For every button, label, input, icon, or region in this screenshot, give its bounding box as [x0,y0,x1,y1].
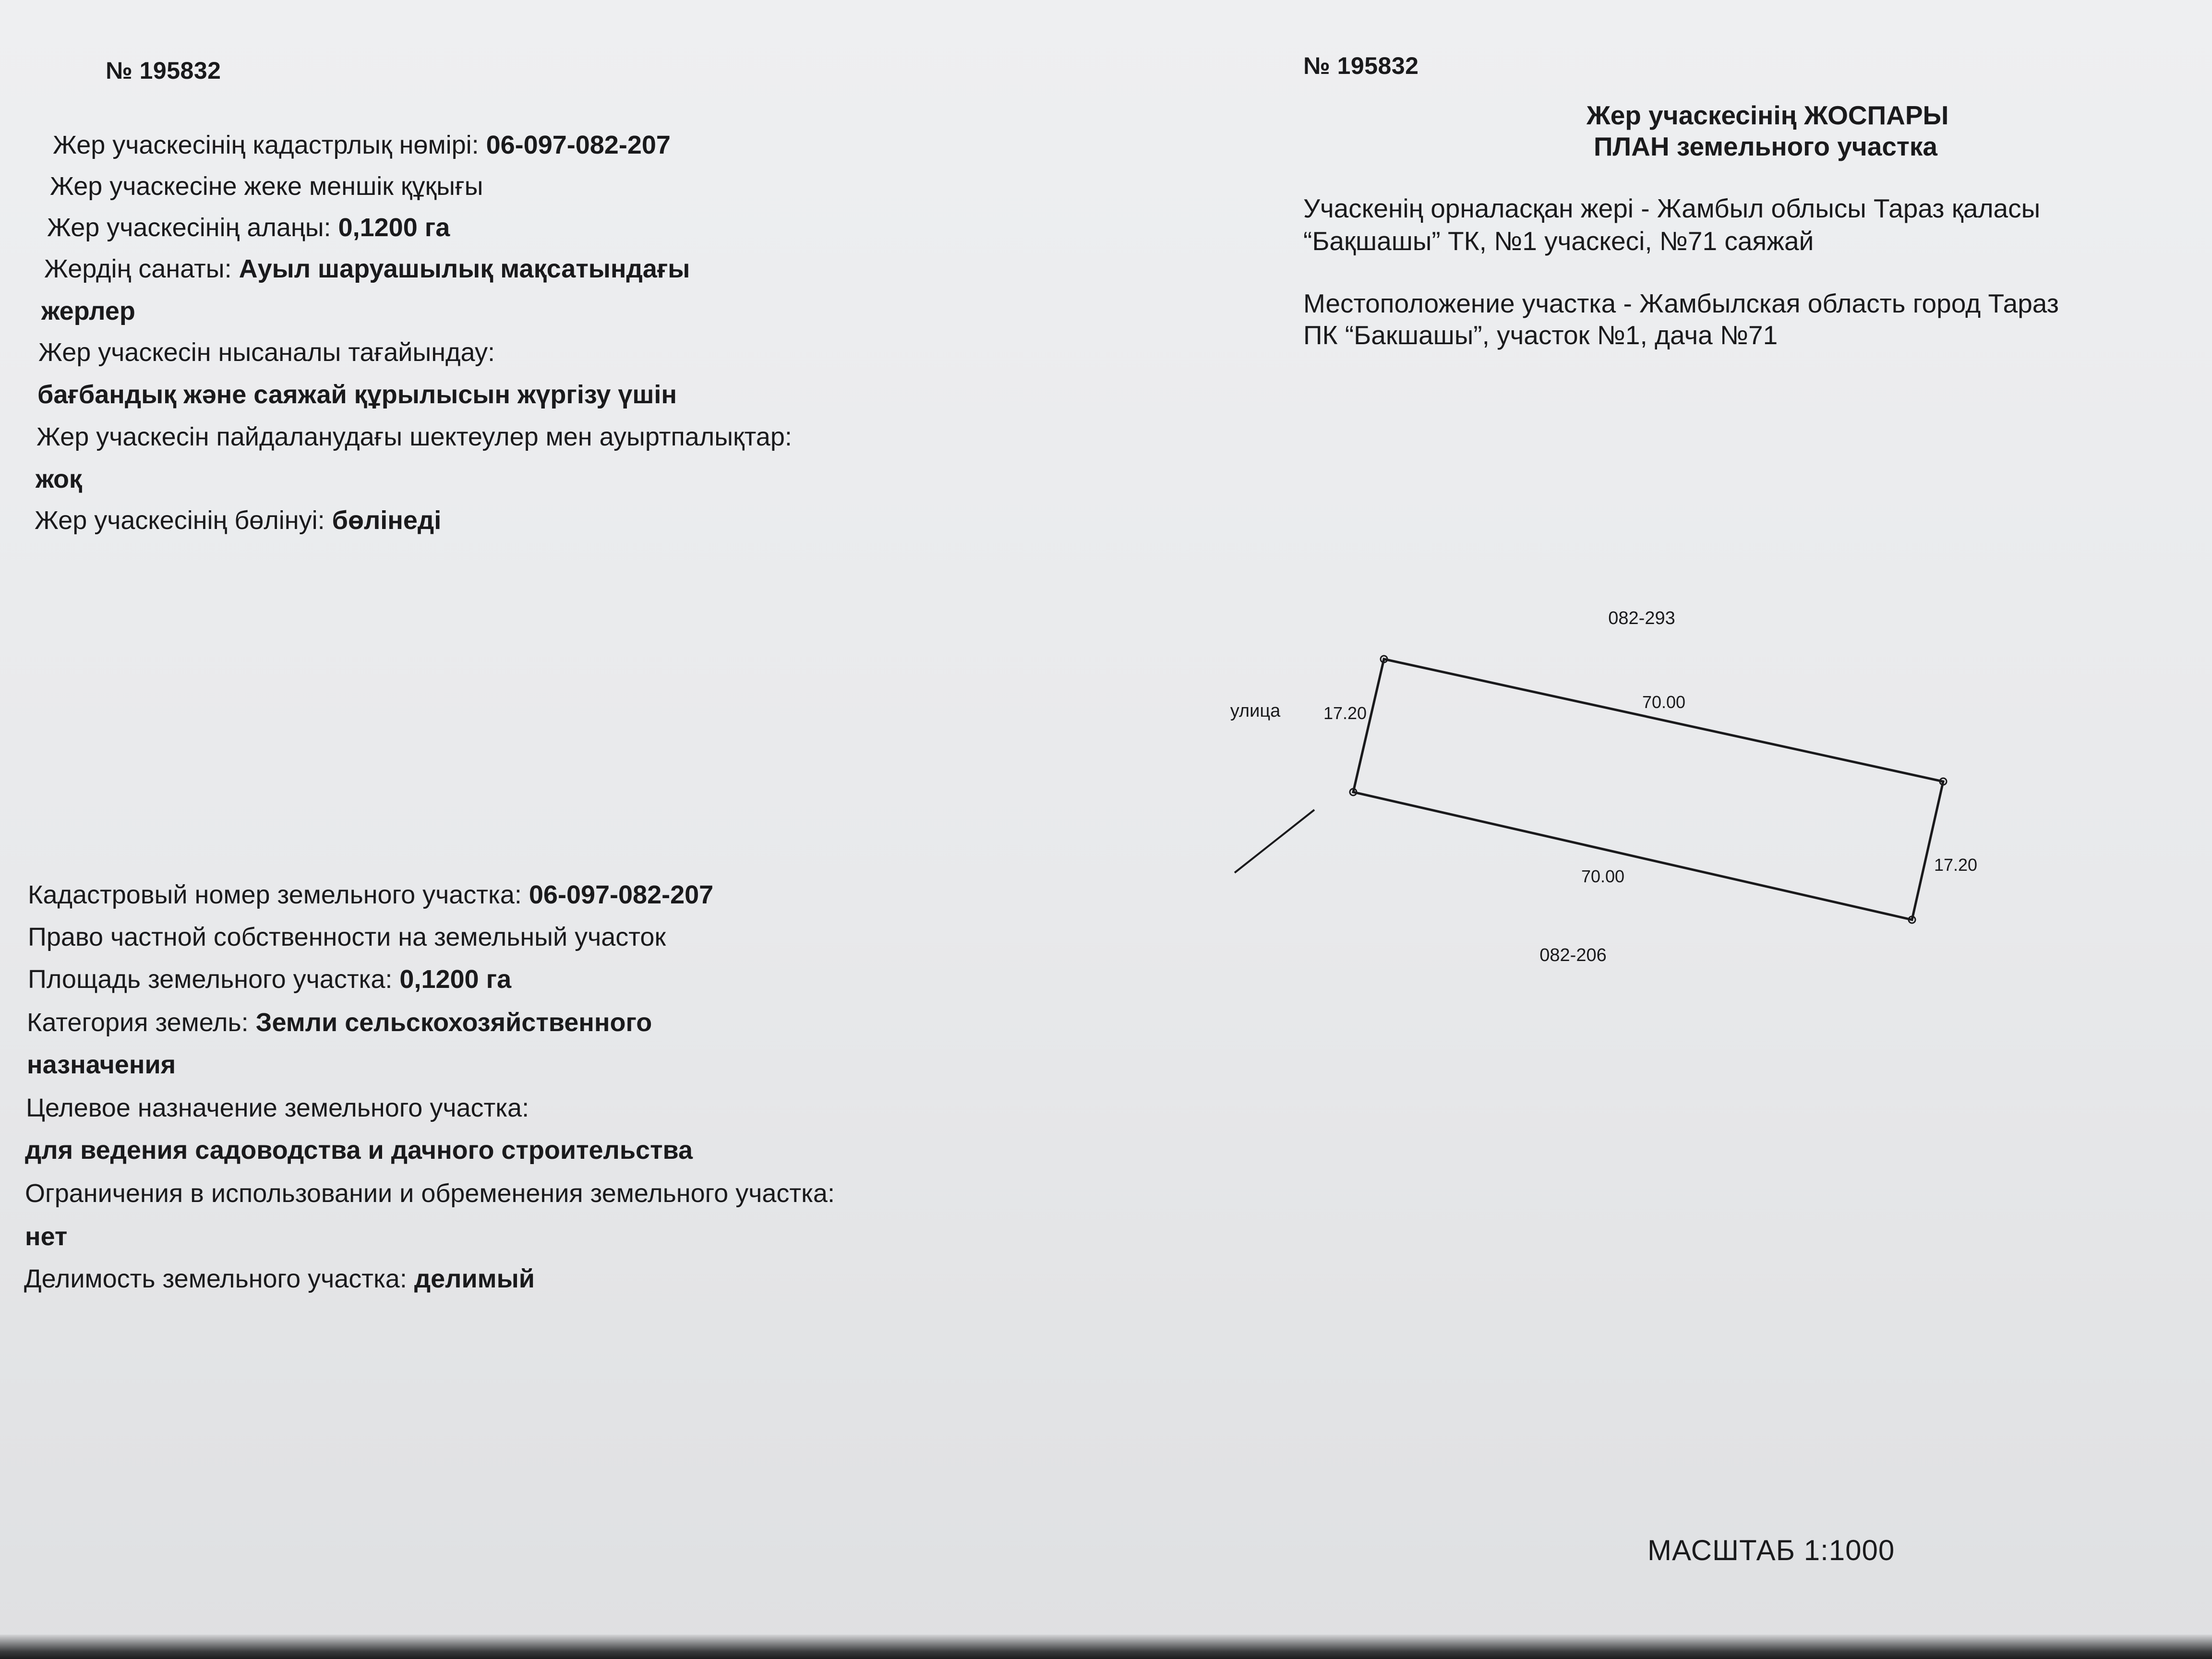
ru-restrictions-label: Ограничения в использовании и обременения земельного участка: [25,1179,835,1208]
location-ru-line-1: Местоположение участка - Жамбылская область город Тараз [1303,289,2059,318]
kz-restrictions-value: жоқ [36,465,82,493]
location-ru-line-2: ПК “Бакшашы”, участок №1, дача №71 [1303,320,1778,350]
kz-category [44,253,690,284]
ru-divisibility-label: Делимость земельного участка: [24,1264,414,1293]
map-scale: МАСШТАБ 1:1000 [1647,1534,1895,1566]
right-document-number: № 195832 [1303,52,1419,79]
ru-category-continued: назначения [27,1050,176,1079]
kz-cadastral-number [53,130,671,160]
kz-restrictions-label: Жер учаскесін пайдаланудағы шектеулер мен ауыртпалықтар: [36,422,792,451]
kz-ownership-right-label: Жер учаскесіне жеке меншік құқығы [50,172,483,201]
plan-title-ru: ПЛАН земельного участка [1594,132,1937,161]
ru-divisibility-value: делимый [414,1264,535,1293]
location-kz-line-1: Учаскенің орналасқан жері - Жамбыл облысы Тараз қаласы [1303,193,2041,223]
ru-cadastral-number-value: 06-097-082-207 [529,880,714,909]
side-right-length: 17.20 [1934,855,1978,875]
ru-purpose-value: для ведения садоводства и дачного строительства [25,1136,693,1165]
page-bottom-edge [0,1635,2212,1659]
side-bottom-length: 70.00 [1581,866,1625,886]
ru-purpose-label: Целевое назначение земельного участка: [26,1094,529,1122]
kz-cadastral-number-label: Жер учаскесінің кадастрлық нөмірі: [53,131,486,159]
kz-purpose-label: Жер учаскесін нысаналы тағайындау: [38,338,495,367]
left-document-number: № 195832 [106,57,221,84]
side-left-length: 17.20 [1323,703,1367,723]
kz-cadastral-number-value: 06-097-082-207 [486,131,671,159]
ru-restrictions-value: нет [25,1222,68,1251]
ru-area-value: 0,1200 га [399,965,512,994]
ru-category-value: Земли сельскохозяйственного [255,1008,652,1037]
land-plot-plan [1200,576,2016,1008]
kz-area-value: 0,1200 га [338,213,450,242]
kz-divisibility [35,505,441,536]
ru-area [28,964,511,995]
north-arrow-line [1235,810,1314,873]
street-label: улица [1230,701,1281,721]
neighbor-top-label: 082-293 [1608,608,1675,628]
kz-divisibility-label: Жер учаскесінің бөлінуі: [35,506,332,535]
kz-area [47,212,450,243]
kz-purpose-value: бағбандық және саяжай құрылысын жүргізу үшін [37,380,677,409]
ru-cadastral-number [28,879,713,910]
location-kz-line-2: “Бақшашы” ТК, №1 учаскесі, №71 саяжай [1303,226,1814,256]
ru-category [27,1007,652,1038]
ru-cadastral-number-label: Кадастровый номер земельного участка: [28,880,529,909]
kz-divisibility-value: бөлінеді [332,506,442,535]
ru-area-label: Площадь земельного участка: [28,965,400,994]
plan-title-kz: Жер учаскесінің ЖОСПАРЫ [1587,100,1949,130]
kz-category-label: Жердің санаты: [44,254,239,283]
ru-divisibility [24,1263,535,1294]
ru-ownership-right-label: Право частной собственности на земельный участок [28,923,666,951]
neighbor-bottom-label: 082-206 [1539,945,1607,965]
ru-ownership-right [28,922,666,952]
kz-category-value: Ауыл шаруашылық мақсатындағы [239,254,690,283]
side-top-length: 70.00 [1642,692,1686,712]
ru-category-label: Категория земель: [27,1008,256,1037]
kz-ownership-right [50,171,483,202]
kz-area-label: Жер учаскесінің алаңы: [47,213,338,242]
kz-category-continued: жерлер [41,297,135,325]
